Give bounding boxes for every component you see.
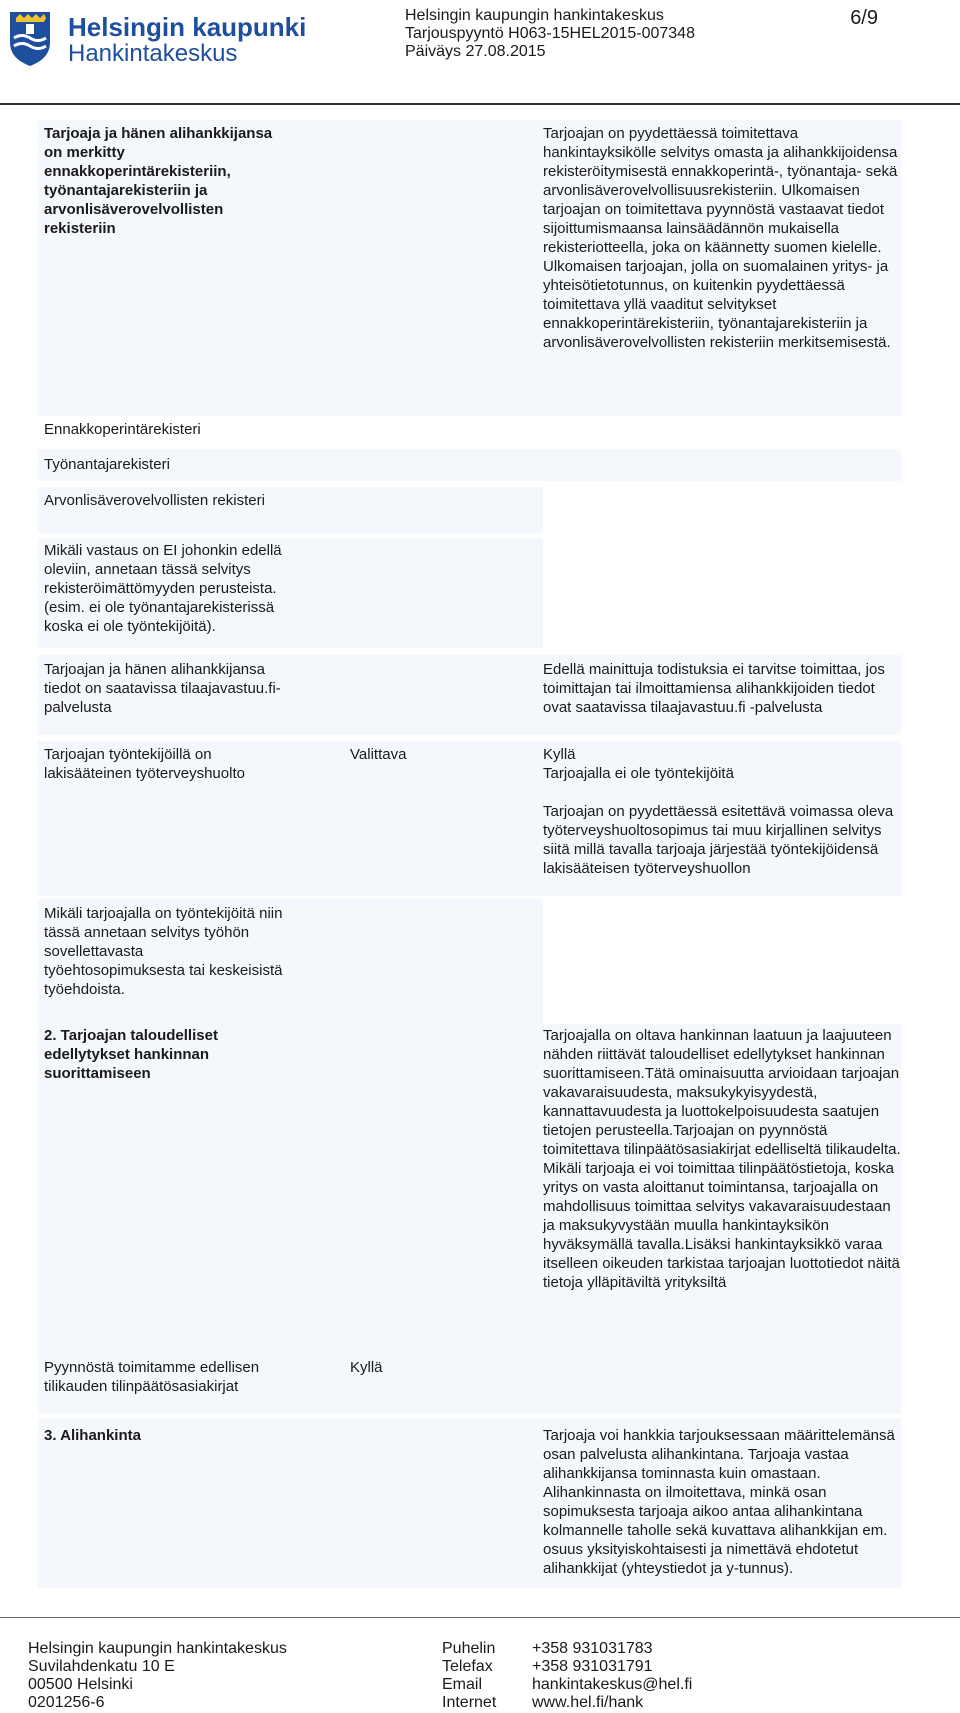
helsinki-crest-logo bbox=[6, 8, 54, 68]
question-label-registers: Tarjoaja ja hänen alihankkijansa on merkitty ennakkoperintärekisteriin, työnantajarekisteriin ja arvonlisäverovelvollisten rekisteriin bbox=[44, 125, 273, 237]
footer-divider bbox=[0, 1617, 960, 1618]
header-date: Päiväys 27.08.2015 bbox=[405, 43, 546, 60]
description-occupational-health: Tarjoajan on pyydettäessä esitettävä voimassa oleva työterveyshuoltosopimus tai muu kirjallinen selvitys siitä millä tavalla tarjoaja järjestää työntekijöidensä lakisääteisen työterveyshuollon bbox=[543, 803, 894, 877]
section-heading-subcontracting: 3. Alihankinta bbox=[44, 1427, 141, 1444]
footer-phone-label: Puhelin bbox=[442, 1640, 496, 1657]
footer-fax-label: Telefax bbox=[442, 1658, 493, 1675]
question-label-occupational-health: Tarjoajan työntekijöillä on lakisääteinen työterveyshuolto bbox=[44, 746, 245, 782]
question-label-collective-agreement: Mikäli tarjoajalla on työntekijöitä niin tässä annetaan selvitys työhön sovellettavasta työehtosopimuksesta tai keskeisistä työehdoista. bbox=[44, 905, 283, 998]
header-divider bbox=[0, 103, 960, 105]
logo-subtitle: Hankintakeskus bbox=[68, 40, 238, 67]
page-number: 6/9 bbox=[850, 7, 878, 29]
question-label-vat-register: Arvonlisäverovelvollisten rekisteri bbox=[44, 492, 265, 509]
footer-internet-label: Internet bbox=[442, 1694, 497, 1711]
header-tender-ref: Tarjouspyyntö H063-15HEL2015-007348 bbox=[405, 25, 695, 42]
description-registers: Tarjoajan on pyydettäessä toimitettava hankintayksikölle selvitys omasta ja alihankkijoidensa rekisteröitymisestä ennakkoperintä-, työnantaja- sekä arvonlisäverovelvollisuusrekisteriin. Ulkomaisen tarjoajan on toimitettava pyynnöstä vastaavat tiedot sijoittumismaansa lainsäädännön mukaisella rekisteriotteella, joka on käännetty suomen kielelle. Ulkomaisen tarjoajan, jolla on suomalainen yritys- ja yhteisötietotunnus, on kuitenkin pyydettäessä toimitettava yllä vaaditut selvitykset ennakkoperintärekisteriin, työnantajarekisteriin ja arvonlisäverovelvollisten rekisteriin merkitsemisestä. bbox=[543, 125, 898, 351]
footer-postal: 00500 Helsinki bbox=[28, 1676, 133, 1693]
description-financial: Tarjoajalla on oltava hankinnan laatuun ja laajuuteen nähden riittävät taloudelliset edellytykset hankinnan suorittamiseen.Tätä ominaisuutta arvioidaan tarjoajan vakavaraisuudesta, maksukykyisyydestä, kannattavuudesta ja luottokelpoisuudesta saatujen tietojen perusteella.Tarjoajan on pyynnöstä toimitettava tilinpäätösasiakirjat edelliseltä tilikaudelta. Mikäli tarjoaja ei voi toimittaa tilinpäätöstietoja, koska yritys on vasta aloittanut toimintansa, tarjoajalla on mahdollisuus toimittaa selvitys vakavaraisuudestaan ja maksukyvystään muulla hankintayksikön hyväksymällä tavalla.Lisäksi hankintayksikkö varaa itselleen oikeuden tarkistaa tarjoajan luottotiedot näitä tietoja ylläpitäviltä yrityksiltä bbox=[543, 1027, 901, 1291]
answer-value-financial-statements: Kyllä bbox=[350, 1359, 383, 1376]
question-label-tilaajavastuu: Tarjoajan ja hänen alihankkijansa tiedot on saatavissa tilaajavastuu.fi-palvelusta bbox=[44, 661, 281, 716]
description-subcontracting: Tarjoaja voi hankkia tarjouksessaan määrittelemänsä osan palvelusta alihankintana. Tarjoaja vastaa alihankkijansa tominnasta kuin omastaan. Alihankinnasta on ilmoitettava, minkä osan sopimuksesta tarjoaja aikoo antaa alihankintana kolmannelle taholle sekä kuvattava alihankkijan em. osuus yksityiskohtaisesti ja nimettävä ehdotetut alihankkijat (yhteystiedot ja y-tunnus). bbox=[543, 1427, 895, 1577]
footer-email-link[interactable]: hankintakeskus@hel.fi bbox=[532, 1676, 693, 1693]
answer-option-no-employees[interactable]: Tarjoajalla ei ole työntekijöitä bbox=[543, 765, 734, 782]
answer-select-value[interactable]: Valittava bbox=[350, 746, 407, 763]
question-label-employer-register: Työnantajarekisteri bbox=[44, 456, 170, 473]
footer-street: Suvilahdenkatu 10 E bbox=[28, 1658, 175, 1675]
footer-phone: +358 931031783 bbox=[532, 1640, 653, 1657]
footer-internet-link[interactable]: www.hel.fi/hank bbox=[532, 1694, 644, 1711]
footer-org: Helsingin kaupungin hankintakeskus bbox=[28, 1640, 287, 1657]
question-label-financial-statements: Pyynnöstä toimitamme edellisen tilikauden tilinpäätösasiakirjat bbox=[44, 1359, 260, 1395]
question-label-prepayment-register: Ennakkoperintärekisteri bbox=[44, 421, 201, 438]
footer-fax: +358 931031791 bbox=[532, 1658, 653, 1675]
header-org: Helsingin kaupungin hankintakeskus bbox=[405, 7, 664, 24]
footer-email-label: Email bbox=[442, 1676, 483, 1693]
footer-business-id: 0201256-6 bbox=[28, 1694, 105, 1711]
answer-option-yes[interactable]: Kyllä bbox=[543, 746, 576, 763]
section-heading-financial: 2. Tarjoajan taloudelliset edellytykset hankinnan suorittamiseen bbox=[44, 1027, 218, 1082]
logo-title: Helsingin kaupunki bbox=[68, 12, 307, 42]
question-label-unregistered-explanation: Mikäli vastaus on EI johonkin edellä oleviin, annetaan tässä selvitys rekisteröimättömyyden perusteista. (esim. ei ole työnantajarekisterissä koska ei ole työntekijöitä). bbox=[44, 542, 282, 635]
description-tilaajavastuu: Edellä mainittuja todistuksia ei tarvitse toimittaa, jos toimittajan tai ilmoittamiensa alihankkijoiden tiedot ovat saatavissa tilaajavastuu.fi -palvelusta bbox=[543, 661, 885, 716]
